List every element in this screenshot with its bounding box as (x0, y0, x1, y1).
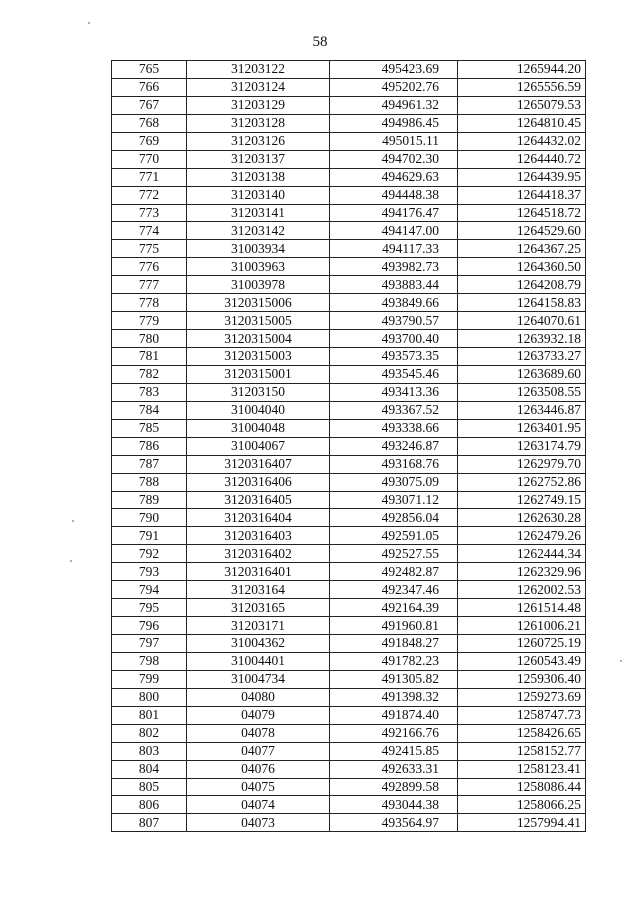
x-coordinate-cell: 493071.12 (330, 491, 458, 509)
y-coordinate-cell: 1264418.37 (458, 186, 586, 204)
x-coordinate-cell: 494448.38 (330, 186, 458, 204)
row-number-cell: 789 (112, 491, 187, 509)
point-code-cell: 31003963 (187, 258, 330, 276)
x-coordinate-cell: 493044.38 (330, 796, 458, 814)
y-coordinate-cell: 1263508.55 (458, 383, 586, 401)
row-number-cell: 803 (112, 742, 187, 760)
table-row (112, 742, 586, 760)
table-row (112, 168, 586, 186)
table-body (112, 61, 586, 832)
x-coordinate-cell: 492633.31 (330, 760, 458, 778)
row-number-cell: 774 (112, 222, 187, 240)
x-coordinate-cell: 494117.33 (330, 240, 458, 258)
point-code-cell: 3120316405 (187, 491, 330, 509)
y-coordinate-cell: 1262329.96 (458, 563, 586, 581)
table-row (112, 294, 586, 312)
row-number-cell: 787 (112, 455, 187, 473)
y-coordinate-cell: 1258066.25 (458, 796, 586, 814)
table-row (112, 365, 586, 383)
y-coordinate-cell: 1260725.19 (458, 635, 586, 653)
row-number-cell: 792 (112, 545, 187, 563)
y-coordinate-cell: 1258426.65 (458, 724, 586, 742)
x-coordinate-cell: 494176.47 (330, 204, 458, 222)
point-code-cell: 31004048 (187, 419, 330, 437)
x-coordinate-cell: 491305.82 (330, 670, 458, 688)
row-number-cell: 798 (112, 652, 187, 670)
y-coordinate-cell: 1265079.53 (458, 96, 586, 114)
table-row (112, 348, 586, 366)
table-row (112, 545, 586, 563)
row-number-cell: 776 (112, 258, 187, 276)
x-coordinate-cell: 491848.27 (330, 635, 458, 653)
table-row (112, 276, 586, 294)
x-coordinate-cell: 491398.32 (330, 688, 458, 706)
scan-speck (620, 660, 622, 662)
x-coordinate-cell: 493849.66 (330, 294, 458, 312)
x-coordinate-cell: 493545.46 (330, 365, 458, 383)
row-number-cell: 783 (112, 383, 187, 401)
y-coordinate-cell: 1264360.50 (458, 258, 586, 276)
point-code-cell: 31203126 (187, 132, 330, 150)
row-number-cell: 791 (112, 527, 187, 545)
x-coordinate-cell: 493573.35 (330, 348, 458, 366)
row-number-cell: 785 (112, 419, 187, 437)
point-code-cell: 31203129 (187, 96, 330, 114)
x-coordinate-cell: 494147.00 (330, 222, 458, 240)
scan-speck (70, 560, 72, 562)
point-code-cell: 3120316403 (187, 527, 330, 545)
point-code-cell: 3120315006 (187, 294, 330, 312)
row-number-cell: 770 (112, 150, 187, 168)
point-code-cell: 04075 (187, 778, 330, 796)
row-number-cell: 768 (112, 114, 187, 132)
x-coordinate-cell: 492482.87 (330, 563, 458, 581)
point-code-cell: 3120315001 (187, 365, 330, 383)
point-code-cell: 3120315003 (187, 348, 330, 366)
row-number-cell: 781 (112, 348, 187, 366)
y-coordinate-cell: 1258747.73 (458, 706, 586, 724)
row-number-cell: 784 (112, 401, 187, 419)
y-coordinate-cell: 1262479.26 (458, 527, 586, 545)
point-code-cell: 31203128 (187, 114, 330, 132)
table-row (112, 509, 586, 527)
table-row (112, 814, 586, 832)
y-coordinate-cell: 1264208.79 (458, 276, 586, 294)
y-coordinate-cell: 1258152.77 (458, 742, 586, 760)
x-coordinate-cell: 491874.40 (330, 706, 458, 724)
table-row (112, 150, 586, 168)
table-row (112, 312, 586, 330)
y-coordinate-cell: 1264440.72 (458, 150, 586, 168)
x-coordinate-cell: 493564.97 (330, 814, 458, 832)
table-row (112, 383, 586, 401)
x-coordinate-cell: 492166.76 (330, 724, 458, 742)
x-coordinate-cell: 492164.39 (330, 599, 458, 617)
x-coordinate-cell: 492899.58 (330, 778, 458, 796)
coordinates-table (111, 60, 586, 832)
table-row (112, 670, 586, 688)
y-coordinate-cell: 1258123.41 (458, 760, 586, 778)
x-coordinate-cell: 491782.23 (330, 652, 458, 670)
y-coordinate-cell: 1259306.40 (458, 670, 586, 688)
x-coordinate-cell: 495423.69 (330, 61, 458, 79)
point-code-cell: 3120316401 (187, 563, 330, 581)
row-number-cell: 795 (112, 599, 187, 617)
point-code-cell: 31003978 (187, 276, 330, 294)
x-coordinate-cell: 493367.52 (330, 401, 458, 419)
x-coordinate-cell: 492591.05 (330, 527, 458, 545)
point-code-cell: 04080 (187, 688, 330, 706)
x-coordinate-cell: 493168.76 (330, 455, 458, 473)
x-coordinate-cell: 493075.09 (330, 473, 458, 491)
x-coordinate-cell: 493700.40 (330, 330, 458, 348)
table-row (112, 204, 586, 222)
y-coordinate-cell: 1264518.72 (458, 204, 586, 222)
y-coordinate-cell: 1264439.95 (458, 168, 586, 186)
point-code-cell: 31004040 (187, 401, 330, 419)
row-number-cell: 780 (112, 330, 187, 348)
point-code-cell: 3120316407 (187, 455, 330, 473)
row-number-cell: 767 (112, 96, 187, 114)
point-code-cell: 31203124 (187, 78, 330, 96)
row-number-cell: 769 (112, 132, 187, 150)
y-coordinate-cell: 1262979.70 (458, 455, 586, 473)
row-number-cell: 806 (112, 796, 187, 814)
point-code-cell: 31203171 (187, 617, 330, 635)
point-code-cell: 04074 (187, 796, 330, 814)
y-coordinate-cell: 1259273.69 (458, 688, 586, 706)
table-row (112, 635, 586, 653)
point-code-cell: 31004362 (187, 635, 330, 653)
point-code-cell: 31203150 (187, 383, 330, 401)
y-coordinate-cell: 1263446.87 (458, 401, 586, 419)
x-coordinate-cell: 493790.57 (330, 312, 458, 330)
row-number-cell: 801 (112, 706, 187, 724)
y-coordinate-cell: 1262002.53 (458, 581, 586, 599)
point-code-cell: 04076 (187, 760, 330, 778)
y-coordinate-cell: 1264070.61 (458, 312, 586, 330)
table-row (112, 581, 586, 599)
point-code-cell: 31003934 (187, 240, 330, 258)
table-row (112, 114, 586, 132)
row-number-cell: 790 (112, 509, 187, 527)
y-coordinate-cell: 1262749.15 (458, 491, 586, 509)
point-code-cell: 04079 (187, 706, 330, 724)
y-coordinate-cell: 1264432.02 (458, 132, 586, 150)
table-row (112, 706, 586, 724)
row-number-cell: 793 (112, 563, 187, 581)
coordinates-table-container (111, 60, 585, 832)
x-coordinate-cell: 494702.30 (330, 150, 458, 168)
row-number-cell: 782 (112, 365, 187, 383)
table-row (112, 78, 586, 96)
table-row (112, 724, 586, 742)
table-row (112, 258, 586, 276)
row-number-cell: 807 (112, 814, 187, 832)
point-code-cell: 31004734 (187, 670, 330, 688)
row-number-cell: 777 (112, 276, 187, 294)
table-row (112, 96, 586, 114)
table-row (112, 455, 586, 473)
y-coordinate-cell: 1264529.60 (458, 222, 586, 240)
row-number-cell: 794 (112, 581, 187, 599)
point-code-cell: 31203164 (187, 581, 330, 599)
row-number-cell: 775 (112, 240, 187, 258)
point-code-cell: 3120316402 (187, 545, 330, 563)
point-code-cell: 31203140 (187, 186, 330, 204)
y-coordinate-cell: 1264158.83 (458, 294, 586, 312)
table-row (112, 240, 586, 258)
y-coordinate-cell: 1262630.28 (458, 509, 586, 527)
point-code-cell: 31004401 (187, 652, 330, 670)
row-number-cell: 786 (112, 437, 187, 455)
point-code-cell: 31203165 (187, 599, 330, 617)
table-row (112, 437, 586, 455)
point-code-cell: 3120316404 (187, 509, 330, 527)
table-row (112, 760, 586, 778)
point-code-cell: 31203141 (187, 204, 330, 222)
point-code-cell: 04073 (187, 814, 330, 832)
table-row (112, 61, 586, 79)
table-row (112, 527, 586, 545)
x-coordinate-cell: 493246.87 (330, 437, 458, 455)
table-row (112, 473, 586, 491)
x-coordinate-cell: 492527.55 (330, 545, 458, 563)
y-coordinate-cell: 1260543.49 (458, 652, 586, 670)
row-number-cell: 788 (112, 473, 187, 491)
table-row (112, 419, 586, 437)
page-number: 58 (312, 34, 328, 50)
x-coordinate-cell: 493338.66 (330, 419, 458, 437)
y-coordinate-cell: 1262752.86 (458, 473, 586, 491)
row-number-cell: 805 (112, 778, 187, 796)
row-number-cell: 796 (112, 617, 187, 635)
x-coordinate-cell: 495015.11 (330, 132, 458, 150)
row-number-cell: 778 (112, 294, 187, 312)
y-coordinate-cell: 1263932.18 (458, 330, 586, 348)
point-code-cell: 04077 (187, 742, 330, 760)
x-coordinate-cell: 495202.76 (330, 78, 458, 96)
y-coordinate-cell: 1263401.95 (458, 419, 586, 437)
scan-speck (72, 520, 74, 522)
point-code-cell: 3120315005 (187, 312, 330, 330)
x-coordinate-cell: 493982.73 (330, 258, 458, 276)
y-coordinate-cell: 1264367.25 (458, 240, 586, 258)
row-number-cell: 779 (112, 312, 187, 330)
table-row (112, 652, 586, 670)
table-row (112, 186, 586, 204)
table-row (112, 778, 586, 796)
row-number-cell: 765 (112, 61, 187, 79)
y-coordinate-cell: 1261006.21 (458, 617, 586, 635)
row-number-cell: 771 (112, 168, 187, 186)
y-coordinate-cell: 1258086.44 (458, 778, 586, 796)
x-coordinate-cell: 493883.44 (330, 276, 458, 294)
x-coordinate-cell: 492347.46 (330, 581, 458, 599)
y-coordinate-cell: 1263689.60 (458, 365, 586, 383)
y-coordinate-cell: 1265556.59 (458, 78, 586, 96)
point-code-cell: 3120315004 (187, 330, 330, 348)
point-code-cell: 31203122 (187, 61, 330, 79)
point-code-cell: 31203138 (187, 168, 330, 186)
y-coordinate-cell: 1263174.79 (458, 437, 586, 455)
row-number-cell: 797 (112, 635, 187, 653)
x-coordinate-cell: 494961.32 (330, 96, 458, 114)
row-number-cell: 802 (112, 724, 187, 742)
table-row (112, 401, 586, 419)
x-coordinate-cell: 492856.04 (330, 509, 458, 527)
y-coordinate-cell: 1265944.20 (458, 61, 586, 79)
x-coordinate-cell: 494986.45 (330, 114, 458, 132)
row-number-cell: 773 (112, 204, 187, 222)
table-row (112, 222, 586, 240)
table-row (112, 491, 586, 509)
y-coordinate-cell: 1257994.41 (458, 814, 586, 832)
point-code-cell: 3120316406 (187, 473, 330, 491)
table-row (112, 796, 586, 814)
table-row (112, 688, 586, 706)
table-row (112, 599, 586, 617)
table-row (112, 617, 586, 635)
y-coordinate-cell: 1261514.48 (458, 599, 586, 617)
x-coordinate-cell: 493413.36 (330, 383, 458, 401)
x-coordinate-cell: 494629.63 (330, 168, 458, 186)
y-coordinate-cell: 1263733.27 (458, 348, 586, 366)
x-coordinate-cell: 492415.85 (330, 742, 458, 760)
point-code-cell: 31203142 (187, 222, 330, 240)
point-code-cell: 31203137 (187, 150, 330, 168)
row-number-cell: 766 (112, 78, 187, 96)
scan-speck (88, 22, 90, 24)
table-row (112, 132, 586, 150)
point-code-cell: 31004067 (187, 437, 330, 455)
point-code-cell: 04078 (187, 724, 330, 742)
row-number-cell: 804 (112, 760, 187, 778)
y-coordinate-cell: 1262444.34 (458, 545, 586, 563)
table-row (112, 563, 586, 581)
row-number-cell: 800 (112, 688, 187, 706)
x-coordinate-cell: 491960.81 (330, 617, 458, 635)
row-number-cell: 799 (112, 670, 187, 688)
table-row (112, 330, 586, 348)
row-number-cell: 772 (112, 186, 187, 204)
y-coordinate-cell: 1264810.45 (458, 114, 586, 132)
